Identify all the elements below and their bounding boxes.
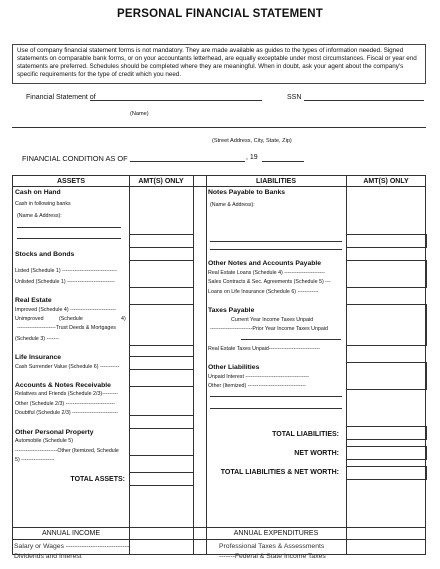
amount-cell[interactable]	[129, 428, 194, 456]
ssn-label: SSN	[287, 94, 302, 101]
name-caption: (Name)	[130, 111, 149, 117]
net-worth-label: NET WORTH:	[294, 450, 339, 457]
statement-grid	[12, 175, 426, 555]
net-worth-cell[interactable]	[346, 446, 427, 460]
trust-deeds-label: ----------------------Trust Deeds & Mortgages	[17, 325, 116, 331]
life-insurance-label: Life Insurance	[15, 354, 62, 361]
amount-cell[interactable]	[346, 362, 427, 390]
liabilities-header: LIABILITIES	[255, 178, 297, 185]
bottom-section-divider	[13, 527, 425, 528]
annual-income-header: ANNUAL INCOME	[41, 530, 101, 537]
listed-label: Listed (Schedule 1) -------------------------------	[15, 268, 117, 274]
salary-label: Salary or Wages ----------------------------	[14, 543, 130, 550]
taxes-payable-label: Taxes Payable	[208, 307, 255, 314]
other-liabilities-label: Other Liabilities	[208, 364, 260, 371]
amt-only-header-2: AMT(S) ONLY	[363, 178, 409, 185]
assets-header: ASSETS	[56, 178, 85, 185]
amount-cell[interactable]	[346, 304, 427, 346]
sales-contracts-label: Sales Contracts & Sec. Agreements (Schedule 5) ---	[208, 279, 331, 285]
re-loans-label: Real Estate Loans (Schedule 4) -----------------------	[208, 270, 325, 276]
total-liabilities-cell[interactable]	[346, 426, 427, 440]
financial-statement-of-label: Financial Statement of	[26, 94, 96, 101]
financial-condition-label: FINANCIAL CONDITION AS OF	[22, 154, 128, 163]
total-assets-cell[interactable]	[129, 472, 194, 486]
amount-cell[interactable]	[129, 386, 194, 416]
current-year-label: Current Year Income Taxes Unpaid	[231, 317, 314, 323]
total-assets-label: TOTAL ASSETS:	[70, 476, 125, 483]
bank-line[interactable]	[17, 227, 121, 228]
unimproved-label: Unimproved	[15, 316, 44, 322]
bank-line[interactable]	[17, 238, 121, 239]
name-field-line[interactable]	[90, 100, 262, 101]
accounts-notes-label: Accounts & Notes Receivable	[15, 382, 111, 389]
relatives-label: Relatives and Friends (Schedule 2/3)---------	[15, 391, 119, 397]
liab-name-address-label: (Name & Address):	[210, 202, 255, 208]
doubtful-label: Doubtful (Schedule 2/3) --------------------------	[15, 410, 118, 416]
address-field-line[interactable]	[12, 127, 426, 128]
unimproved-schedule-num: 4)	[121, 316, 126, 322]
unpaid-interest-label: Unpaid Interest ------------------------------------	[208, 374, 309, 380]
amount-cell[interactable]	[129, 234, 194, 248]
col-divider	[206, 176, 207, 554]
annual-expenditures-header: ANNUAL EXPENDITURES	[233, 530, 319, 537]
other-notes-label: Other Notes and Accounts Payable	[208, 260, 322, 267]
other-line[interactable]	[210, 396, 342, 397]
stocks-bonds-label: Stocks and Bonds	[15, 251, 75, 258]
date-field-line[interactable]	[130, 161, 245, 162]
bank-line[interactable]	[210, 249, 342, 250]
schedule5-label: 5) -------------------	[15, 457, 55, 463]
assets-name-address-label: (Name & Address):	[17, 213, 62, 219]
real-estate-label: Real Estate	[15, 297, 52, 304]
other-itemized-label: ------------------------Other (Itemized, Schedule	[15, 448, 119, 454]
prior-year-label: ------------------------Prior Year Income Taxes Unpaid	[210, 326, 328, 332]
total-liabilities-label: TOTAL LIABILITIES:	[272, 431, 339, 438]
amount-cell[interactable]	[346, 234, 427, 248]
amount-cell[interactable]	[346, 260, 427, 288]
notes-payable-label: Notes Payable to Banks	[208, 189, 286, 196]
page-title: PERSONAL FINANCIAL STATEMENT	[116, 8, 323, 20]
dividends-label: Dividends and Interest	[14, 553, 82, 560]
amount-cell[interactable]	[129, 304, 194, 346]
total-liab-net-worth-cell[interactable]	[346, 466, 427, 480]
amount-cell[interactable]	[129, 356, 194, 370]
total-liab-net-label: TOTAL LIABILITIES & NET WORTH:	[220, 469, 339, 476]
header-row-divider	[13, 186, 425, 187]
ssn-field-line[interactable]	[304, 100, 424, 101]
other-receivable-label: Other (Schedule 2/3) ----------------------------	[15, 401, 116, 407]
address-caption: (Street Address, City, State, Zip)	[212, 138, 292, 144]
federal-taxes-label: -------Federal & State Income Taxes	[219, 553, 326, 560]
cash-surrender-label: Cash Surrender Value (Schedule 6) -----------	[15, 364, 120, 370]
bottom-header-divider	[13, 539, 425, 540]
other-line[interactable]	[210, 408, 342, 409]
year-field-line[interactable]	[262, 161, 304, 162]
unimproved-schedule-label: (Schedule	[59, 316, 83, 322]
re-taxes-label: Real Estate Taxes Unpaid-----------------------------	[208, 346, 321, 352]
cash-banks-label: Cash in following banks	[15, 201, 71, 207]
unlisted-label: Unlisted (Schedule 1) ---------------------------	[15, 279, 115, 285]
other-itemized-liab-label: Other (Itemized) ---------------------------------	[208, 383, 306, 389]
professional-taxes-label: Professional Taxes & Assessments	[219, 543, 325, 550]
loans-life-label: Loans on Life Insurance (Schedule 6) ------------	[208, 289, 319, 295]
other-personal-label: Other Personal Property	[15, 429, 94, 436]
schedule3-label: (Schedule 3) -------	[15, 336, 59, 342]
bank-line[interactable]	[210, 241, 342, 242]
improved-label: Improved (Schedule 4) --------------------------	[15, 307, 116, 313]
intro-notice: Use of company financial statement forms is not mandatory. They are made available as guides to the types of information needed. Signed statements on comparable bank forms, or on your accountants letterhead, are equally exceptable under most circumstances. Fiscal or year end statements are preferred. Schedules should be completed where they are meaningful. When in doubt, ask your agent about the company's specific requirements for the type of credit which you need.	[12, 44, 426, 84]
amount-cell[interactable]	[129, 260, 194, 288]
amt-only-header-1: AMT(S) ONLY	[138, 178, 184, 185]
automobile-label: Automobile (Schedule 5)	[15, 438, 74, 444]
cash-on-hand-label: Cash on Hand	[15, 189, 61, 196]
tax-line[interactable]	[241, 339, 341, 340]
year-prefix: , 19	[246, 154, 258, 161]
